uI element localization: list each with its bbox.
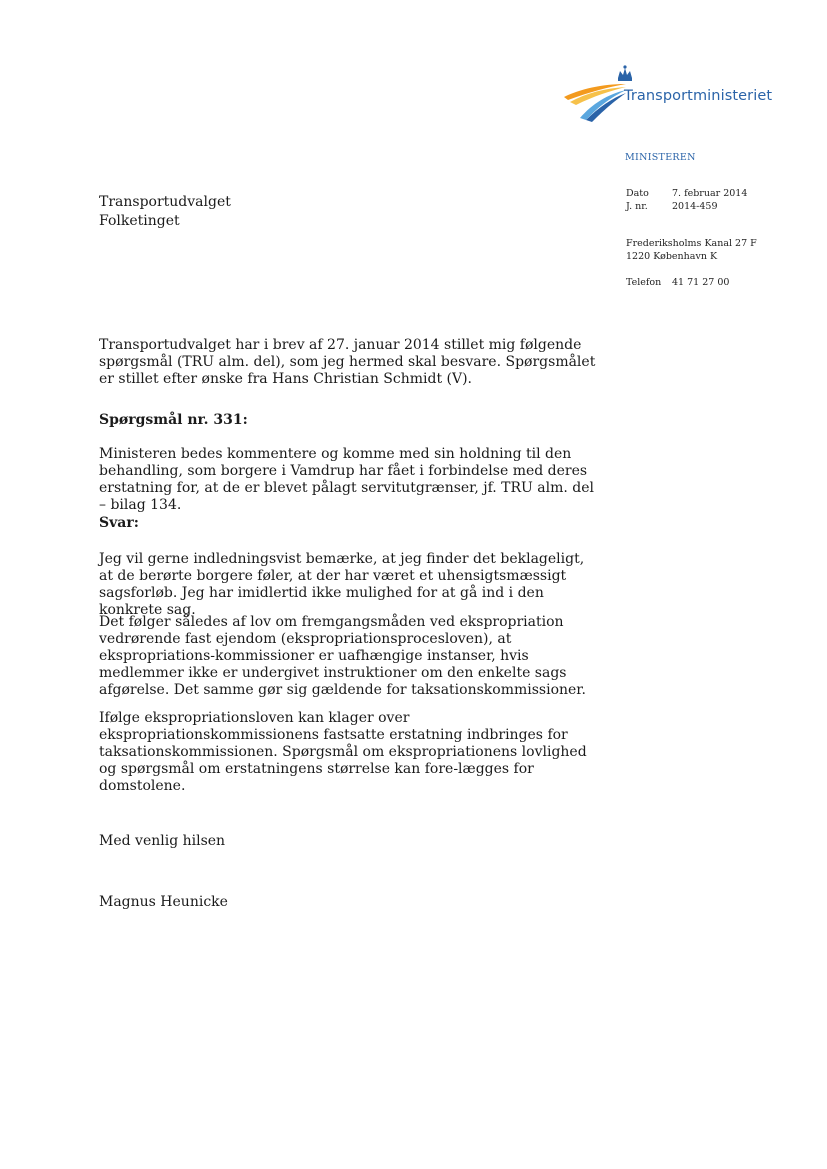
recipient-line-1: Transportudvalget: [99, 194, 231, 210]
date-label: Dato: [626, 188, 649, 199]
answer-paragraph-2: Det følger således af lov om fremgangsmåden ved ekspropriation vedrørende fast ejendom (ekspropriationsprocesloven), at ekspropriations-kommissioner er uafhængige instanser, hvis medlemmer ikke er undergivet instruktioner om den enkelte sags afgørelse. Det samme gør sig gældende for taksationskommissioner.: [99, 614, 586, 698]
date-value: 7. februar 2014: [672, 188, 748, 199]
answer-heading: Svar:: [99, 515, 139, 531]
logo-text: Transportministeriet: [624, 88, 773, 104]
crown-icon: [618, 65, 632, 81]
question-heading: Spørgsmål nr. 331:: [99, 412, 248, 428]
question-text: Ministeren bedes kommentere og komme med sin holdning til den behandling, som borgere i Vamdrup har fået i forbindelse med deres erstatning for, at de er blevet pålagt servitutgrænser, jf. TRU alm. del – bilag 134.: [99, 446, 595, 513]
phone-row: [626, 277, 729, 289]
signature-name: Magnus Heunicke: [99, 894, 228, 910]
answer-paragraph-1: Jeg vil gerne indledningsvist bemærke, at jeg finder det beklageligt, at de berørte borgere føler, at der har været et uhensigtsmæssigt sagsforløb. Jeg har imidlertid ikke mulighed for at gå ind i den konkrete sag.: [99, 551, 585, 618]
reference-row: [626, 201, 718, 213]
reference-value: 2014-459: [672, 201, 718, 212]
phone-value: 41 71 27 00: [672, 277, 730, 288]
answer-paragraph-3: Ifølge ekspropriationsloven kan klager over ekspropriationskommissionens fastsatte erstatning indbringes for taksationskommissionen. Spørgsmål om ekspropriationens lovlighed og spørgsmål om erstatningens størrelse kan fore-lægges for domstolene.: [99, 710, 587, 794]
date-row: [626, 188, 747, 200]
department-label: MINISTEREN: [625, 152, 696, 163]
phone-label: Telefon: [626, 277, 662, 288]
address-line-2: 1220 København K: [626, 251, 718, 262]
closing-greeting: Med venlig hilsen: [99, 833, 226, 849]
recipient-block: [99, 193, 231, 231]
intro-paragraph: Transportudvalget har i brev af 27. januar 2014 stillet mig følgende spørgsmål (TRU alm. del), som jeg hermed skal besvare. Spørgsmålet er stillet efter ønske fra Hans Christian Schmidt (V).: [99, 337, 596, 387]
recipient-line-2: Folketinget: [99, 213, 180, 229]
address-line-1: Frederiksholms Kanal 27 F: [626, 238, 757, 249]
wing-stripes-icon: [564, 84, 626, 122]
reference-label: J. nr.: [626, 201, 648, 212]
